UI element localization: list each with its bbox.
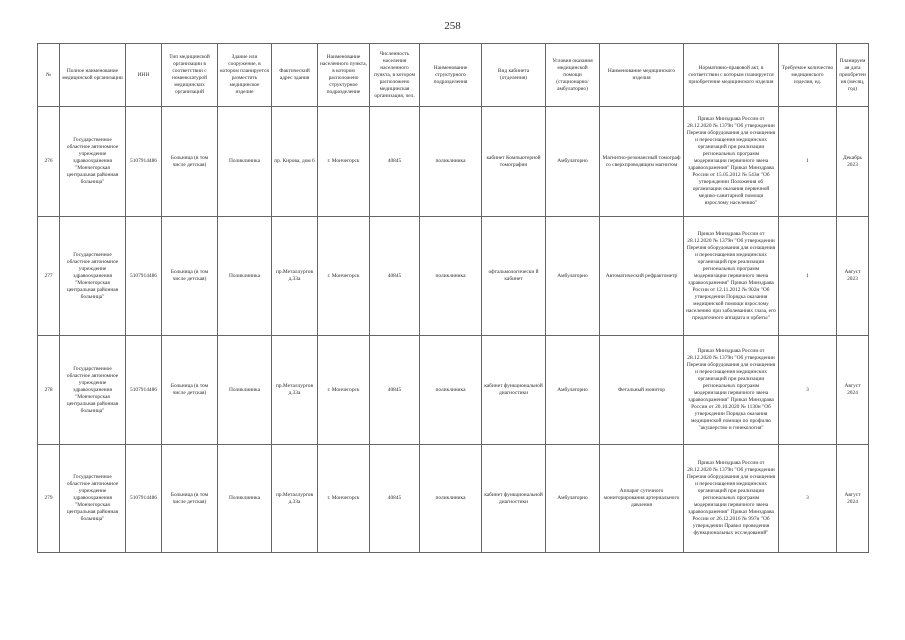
header-cell-address: Фактический адрес здания — [272, 44, 318, 107]
cell-division: поликлиника — [420, 336, 482, 445]
cell-conditions: Амбулаторно — [546, 445, 600, 553]
header-cell-locality: Наименование населенного пункта, в котором расположено структурное подразделение — [318, 44, 370, 107]
table-row — [38, 445, 869, 553]
cell-device: Магнитно-резонансный томограф со сверхпроводящим магнитом — [600, 107, 684, 217]
cell-quantity: 1 — [779, 217, 837, 336]
table-header-row — [38, 44, 869, 107]
cell-purchase-date: Август 2024 — [837, 336, 869, 445]
cell-inn: 5107914486 — [126, 107, 162, 217]
cell-address: пр.Металлургов д.33а — [272, 217, 318, 336]
header-cell-division: Наименование структурного подразделения — [420, 44, 482, 107]
cell-division: поликлиника — [420, 217, 482, 336]
cell-cabinet: кабинет функциональной диагностики — [482, 336, 546, 445]
cell-organization-type: Больница (в том числе детская) — [162, 336, 218, 445]
cell-legal-act: Приказ Минздрава России от 28.12.2020 № 1379н "Об утверждении Перечня оборудования для оснащения и переоснащения медицинских организаций при реализации региональных программ модернизации первичного звена здравоохранения" Приказ Минздрава России от 15.05.2012 № 543н "Об утверждении Положения об организации оказания первичной медико-санитарной помощи взрослому населению" — [684, 107, 779, 217]
cell-address: пр.Металлургов д.33а — [272, 445, 318, 553]
cell-purchase-date: Август 2023 — [837, 217, 869, 336]
cell-building: Поликлиника — [218, 445, 272, 553]
header-cell-quantity: Требуемое количество медицинского изделия, ед. — [779, 44, 837, 107]
cell-division: поликлиника — [420, 445, 482, 553]
table-row — [38, 217, 869, 336]
cell-inn: 5107914486 — [126, 445, 162, 553]
header-cell-conditions: Условия оказания медицинской помощи (стационарно/амбулаторно) — [546, 44, 600, 107]
header-cell-population: Численность населения населенного пункта, в котором расположено медицинская организация, чел. — [370, 44, 420, 107]
cell-building: Поликлиника — [218, 217, 272, 336]
header-cell-building: Здание или сооружение, в котором планируется разместить медицинское изделие — [218, 44, 272, 107]
cell-population: 40845 — [370, 107, 420, 217]
cell-conditions: Амбулаторно — [546, 336, 600, 445]
page-number: 258 — [444, 20, 461, 32]
cell-quantity: 3 — [779, 445, 837, 553]
cell-locality: г. Мончегорск — [318, 107, 370, 217]
cell-organization-type: Больница (в том числе детская) — [162, 445, 218, 553]
cell-cabinet: кабинет функциональной диагностики — [482, 445, 546, 553]
cell-legal-act: Приказ Минздрава России от 28.12.2020 № 1379н "Об утверждении Перечня оборудования для оснащения и переоснащения медицинских организаций при реализации региональных программ модернизации первичного звена здравоохранения" Приказ Минздрава России от 20.10.2020 № 1130н "Об утверждении Порядка оказания медицинской помощи по профилю "акушерство и гинекология" — [684, 336, 779, 445]
equipment-registry-table — [37, 43, 869, 553]
cell-locality: г. Мончегорск — [318, 445, 370, 553]
cell-conditions: Амбулаторно — [546, 217, 600, 336]
cell-cabinet: кабинет Компьютерной томографии — [482, 107, 546, 217]
cell-number: 279 — [38, 445, 60, 553]
cell-number: 276 — [38, 107, 60, 217]
cell-population: 40845 — [370, 445, 420, 553]
header-cell-legal-act: Нормативно-правовой акт, в соответствии с которым планируется приобретение медицинского изделия — [684, 44, 779, 107]
cell-device: Аппарат суточного мониторирования артериального давления — [600, 445, 684, 553]
header-cell-organization: Полное наименование медицинской организации — [60, 44, 126, 107]
cell-quantity: 3 — [779, 336, 837, 445]
header-cell-inn: ИНН — [126, 44, 162, 107]
cell-purchase-date: Декабрь 2023 — [837, 107, 869, 217]
table-row — [38, 107, 869, 217]
cell-device: Автоматический рефрактометр — [600, 217, 684, 336]
cell-conditions: Амбулаторно — [546, 107, 600, 217]
header-cell-organization-type: Тип медицинской организации в соответствии с номенклатурой медицинских организаций — [162, 44, 218, 107]
header-cell-device: Наименование медицинского изделия — [600, 44, 684, 107]
cell-organization: Государственное областное автономное учреждение здравоохранения "Мончегорская центральная районная больница" — [60, 445, 126, 553]
cell-population: 40845 — [370, 336, 420, 445]
cell-cabinet: офтальмологически й кабинет — [482, 217, 546, 336]
table-row — [38, 336, 869, 445]
cell-inn: 5107914486 — [126, 217, 162, 336]
cell-inn: 5107914486 — [126, 336, 162, 445]
cell-building: Поликлиника — [218, 336, 272, 445]
cell-number: 278 — [38, 336, 60, 445]
cell-quantity: 1 — [779, 107, 837, 217]
cell-population: 40845 — [370, 217, 420, 336]
cell-locality: г. Мончегорск — [318, 336, 370, 445]
cell-purchase-date: Август 2024 — [837, 445, 869, 553]
header-cell-purchase-date: Планируемая дата приобретения (месяц, год) — [837, 44, 869, 107]
cell-building: Поликлиника — [218, 107, 272, 217]
cell-legal-act: Приказ Минздрава России от 28.12.2020 № 1379н "Об утверждении Перечня оборудования для оснащения и переоснащения медицинских организаций при реализации региональных программ модернизации первичного звена здравоохранения" Приказ Минздрава России от 26.12.2016 № 997н "Об утверждении Правил проведения функциональных исследований" — [684, 445, 779, 553]
header-cell-cabinet: Вид кабинета (отделения) — [482, 44, 546, 107]
cell-organization-type: Больница (в том числе детская) — [162, 217, 218, 336]
header-cell-number: № — [38, 44, 60, 107]
cell-number: 277 — [38, 217, 60, 336]
cell-address: пр. Кирова, дом 6 — [272, 107, 318, 217]
cell-division: поликлиника — [420, 107, 482, 217]
cell-organization-type: Больница (в том числе детская) — [162, 107, 218, 217]
cell-locality: г. Мончегорск — [318, 217, 370, 336]
cell-legal-act: Приказ Минздрава России от 28.12.2020 № 1379н "Об утверждении Перечня оборудования для оснащения и переоснащения медицинских организаций при реализации региональных программ модернизации первичного звена здравоохранения" Приказ Минздрава России от 12.11.2012 № 902н "Об утверждении Порядка оказания медицинской помощи взрослому населению при заболеваниях глаза, его придаточного аппарата и орбиты" — [684, 217, 779, 336]
cell-organization: Государственное областное автономное учреждение здравоохранения "Мончегорская центральная районная больница" — [60, 107, 126, 217]
cell-organization: Государственное областное автономное учреждение здравоохранения "Мончегорская центральная районная больница" — [60, 217, 126, 336]
cell-organization: Государственное областное автономное учреждение здравоохранения "Мончегорская центральная районная больница" — [60, 336, 126, 445]
cell-address: пр.Металлургов д.33а — [272, 336, 318, 445]
cell-device: Фетальный монитор — [600, 336, 684, 445]
